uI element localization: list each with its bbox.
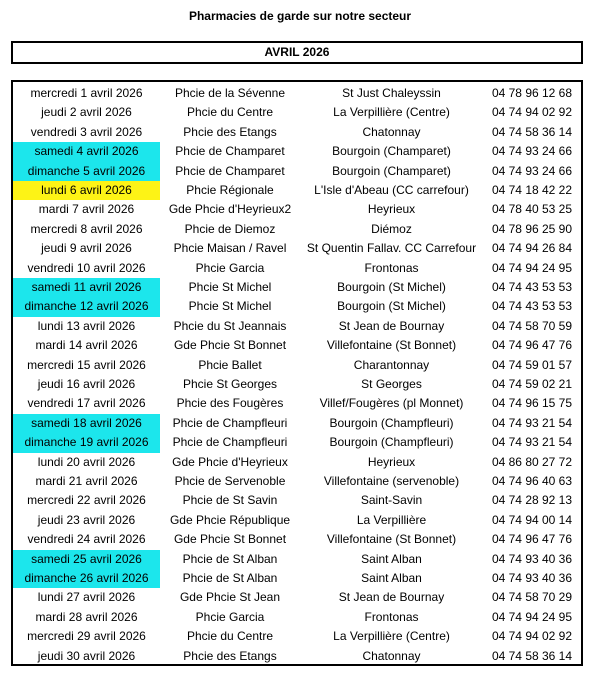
row-date: dimanche 12 avril 2026	[13, 297, 160, 316]
row-town: La Verpillière	[356, 512, 427, 527]
row-date: vendredi 10 avril 2026	[27, 260, 146, 275]
table-row	[13, 181, 581, 200]
table-row	[13, 239, 581, 258]
table-row	[13, 433, 581, 452]
row-town: Villefontaine (servenoble)	[323, 474, 460, 488]
row-phone: 04 74 43 53 53	[491, 299, 573, 314]
row-phone: 04 74 58 36 14	[491, 648, 573, 663]
row-town: La Verpillière (Centre)	[333, 629, 450, 644]
row-phone: 04 74 93 24 66	[491, 144, 573, 159]
row-date: lundi 6 avril 2026	[13, 181, 160, 200]
row-town: Villefontaine (St Bonnet)	[326, 532, 457, 547]
row-date: samedi 18 avril 2026	[13, 414, 160, 433]
row-pharmacy-name: Phcie des Etangs	[183, 648, 277, 663]
row-pharmacy-name: Phcie du Centre	[186, 105, 274, 120]
row-phone: 04 78 40 53 25	[491, 202, 573, 217]
row-town: Saint Alban	[361, 551, 422, 566]
row-date: mercredi 15 avril 2026	[27, 357, 146, 372]
row-phone: 04 74 93 24 66	[491, 163, 573, 178]
row-pharmacy-name: Phcie St Michel	[188, 299, 272, 314]
row-pharmacy-name: Phcie de Diemoz	[184, 221, 276, 236]
row-date: samedi 11 avril 2026	[13, 278, 160, 297]
table-row	[13, 259, 581, 278]
row-date: jeudi 16 avril 2026	[37, 377, 136, 391]
row-pharmacy-name: Gde Phcie République	[169, 512, 291, 527]
row-town: St Jean de Bournay	[338, 318, 445, 333]
row-pharmacy-name: Gde Phcie St Jean	[179, 590, 281, 605]
table-row	[13, 84, 581, 103]
duty-table	[11, 80, 583, 666]
row-phone: 04 74 28 92 13	[491, 493, 573, 508]
row-town: Chatonnay	[362, 124, 421, 139]
row-phone: 04 74 94 24 95	[491, 609, 573, 624]
row-date: jeudi 30 avril 2026	[37, 648, 136, 663]
row-town: St Georges	[361, 377, 422, 391]
row-date: vendredi 17 avril 2026	[27, 396, 146, 411]
table-row	[13, 550, 581, 569]
row-pharmacy-name: Phcie de Champfleuri	[172, 415, 288, 430]
table-row	[13, 142, 581, 161]
table-row	[13, 511, 581, 530]
month-header: AVRIL 2026	[11, 41, 583, 64]
row-town: Saint-Savin	[360, 493, 423, 508]
row-date: mardi 28 avril 2026	[35, 609, 138, 624]
row-date: dimanche 26 avril 2026	[13, 569, 160, 588]
row-town: Bourgoin (Champaret)	[332, 163, 451, 178]
row-date: mercredi 1 avril 2026	[30, 86, 143, 100]
row-town: St Quentin Fallav. CC Carrefour	[306, 241, 477, 256]
row-pharmacy-name: Phcie St Michel	[188, 280, 272, 294]
row-town: L'Isle d'Abeau (CC carrefour)	[314, 183, 469, 197]
row-phone: 04 74 59 01 57	[491, 357, 573, 372]
row-town: Diémoz	[371, 221, 412, 236]
row-phone: 04 74 94 00 14	[491, 512, 573, 527]
table-row	[13, 162, 581, 181]
row-phone: 04 74 18 42 22	[491, 183, 573, 197]
row-town: Heyrieux	[367, 454, 416, 469]
table-row	[13, 278, 581, 297]
row-town: Bourgoin (Champfleuri)	[329, 435, 454, 450]
row-date: dimanche 5 avril 2026	[13, 162, 160, 181]
table-row	[13, 453, 581, 472]
row-phone: 04 78 96 25 90	[491, 221, 573, 236]
row-phone: 04 74 58 70 59	[491, 318, 573, 333]
row-town: Charantonnay	[353, 357, 430, 372]
row-pharmacy-name: Gde Phcie d'Heyrieux	[172, 454, 288, 469]
row-pharmacy-name: Phcie du St Jeannais	[173, 318, 287, 333]
row-town: Villef/Fougères (pl Monnet)	[319, 396, 464, 411]
row-date: jeudi 2 avril 2026	[41, 105, 132, 120]
row-phone: 04 74 94 02 92	[491, 105, 573, 120]
row-pharmacy-name: Phcie du Centre	[186, 629, 274, 644]
row-date: lundi 13 avril 2026	[37, 318, 136, 333]
row-date: lundi 27 avril 2026	[37, 590, 136, 605]
table-row	[13, 530, 581, 549]
row-date: mardi 7 avril 2026	[38, 202, 135, 217]
row-phone: 04 74 96 47 76	[491, 532, 573, 547]
row-pharmacy-name: Phcie Garcia	[195, 260, 265, 275]
row-phone: 04 74 93 21 54	[491, 415, 573, 430]
table-row	[13, 394, 581, 413]
row-town: Heyrieux	[367, 202, 416, 217]
row-pharmacy-name: Phcie Ballet	[198, 357, 262, 372]
row-phone: 04 74 93 21 54	[491, 435, 573, 450]
row-phone: 04 74 94 02 92	[491, 629, 573, 644]
row-pharmacy-name: Gde Phcie St Bonnet	[173, 338, 287, 353]
row-town: St Jean de Bournay	[338, 590, 445, 605]
table-row	[13, 123, 581, 142]
row-pharmacy-name: Phcie des Fougères	[176, 396, 284, 411]
page-title: Pharmacies de garde sur notre secteur	[188, 9, 412, 23]
row-phone: 04 74 94 26 84	[491, 241, 573, 256]
row-phone: 04 74 94 24 95	[491, 260, 573, 275]
row-pharmacy-name: Phcie Maisan / Ravel	[173, 241, 287, 256]
row-pharmacy-name: Phcie de Champaret	[175, 163, 285, 178]
row-town: Bourgoin (Champaret)	[332, 144, 451, 159]
row-pharmacy-name: Phcie St Georges	[182, 377, 278, 391]
row-date: samedi 4 avril 2026	[13, 142, 160, 161]
row-pharmacy-name: Gde Phcie d'Heyrieux2	[168, 202, 292, 217]
row-date: samedi 25 avril 2026	[13, 550, 160, 569]
row-date: dimanche 19 avril 2026	[13, 433, 160, 452]
row-phone: 04 74 58 70 29	[491, 590, 573, 605]
row-date: lundi 20 avril 2026	[37, 454, 136, 469]
table-row	[13, 356, 581, 375]
table-row	[13, 297, 581, 316]
table-row	[13, 627, 581, 646]
row-pharmacy-name: Phcie de Servenoble	[174, 474, 286, 488]
row-date: jeudi 23 avril 2026	[37, 512, 136, 527]
row-phone: 04 74 43 53 53	[491, 280, 573, 294]
row-date: mardi 21 avril 2026	[35, 474, 138, 488]
table-row	[13, 588, 581, 607]
row-pharmacy-name: Phcie de Champaret	[175, 144, 285, 159]
row-date: mardi 14 avril 2026	[35, 338, 138, 353]
table-row	[13, 317, 581, 336]
row-phone: 04 74 96 47 76	[491, 338, 573, 353]
row-phone: 04 74 96 40 63	[491, 474, 573, 488]
row-pharmacy-name: Phcie de St Savin	[182, 493, 278, 508]
table-row	[13, 491, 581, 510]
row-town: Saint Alban	[361, 571, 422, 585]
row-date: mercredi 8 avril 2026	[30, 221, 143, 236]
row-town: Frontonas	[364, 260, 419, 275]
table-row	[13, 375, 581, 394]
table-row	[13, 647, 581, 666]
row-town: La Verpillière (Centre)	[333, 105, 450, 120]
row-date: mercredi 22 avril 2026	[27, 493, 146, 508]
row-date: jeudi 9 avril 2026	[41, 241, 132, 256]
row-town: Chatonnay	[362, 648, 421, 663]
row-date: vendredi 3 avril 2026	[30, 124, 143, 139]
row-phone: 04 74 58 36 14	[491, 124, 573, 139]
table-row	[13, 472, 581, 491]
row-phone: 04 74 93 40 36	[491, 551, 573, 566]
row-pharmacy-name: Phcie de Champfleuri	[172, 435, 288, 450]
row-pharmacy-name: Phcie de St Alban	[182, 571, 278, 585]
row-phone: 04 74 96 15 75	[491, 396, 573, 411]
row-phone: 04 86 80 27 72	[491, 454, 573, 469]
table-row	[13, 220, 581, 239]
row-date: vendredi 24 avril 2026	[27, 532, 146, 547]
row-date: mercredi 29 avril 2026	[27, 629, 146, 644]
row-town: Bourgoin (Champfleuri)	[329, 415, 454, 430]
row-pharmacy-name: Phcie Garcia	[195, 609, 265, 624]
row-town: Frontonas	[364, 609, 419, 624]
row-pharmacy-name: Phcie de St Alban	[182, 551, 278, 566]
row-town: Bourgoin (St Michel)	[337, 280, 446, 294]
row-town: St Just Chaleyssin	[342, 86, 441, 100]
row-pharmacy-name: Phcie des Etangs	[183, 124, 277, 139]
row-town: Villefontaine (St Bonnet)	[326, 338, 457, 353]
table-row	[13, 569, 581, 588]
row-phone: 04 78 96 12 68	[491, 86, 573, 100]
table-row	[13, 103, 581, 122]
table-row	[13, 608, 581, 627]
row-phone: 04 74 93 40 36	[491, 571, 573, 585]
row-town: Bourgoin (St Michel)	[337, 299, 446, 314]
row-pharmacy-name: Phcie de la Sévenne	[174, 86, 286, 100]
table-row	[13, 336, 581, 355]
row-phone: 04 74 59 02 21	[491, 377, 573, 391]
table-row	[13, 414, 581, 433]
row-pharmacy-name: Gde Phcie St Bonnet	[173, 532, 287, 547]
row-pharmacy-name: Phcie Régionale	[186, 183, 274, 197]
table-row	[13, 200, 581, 219]
